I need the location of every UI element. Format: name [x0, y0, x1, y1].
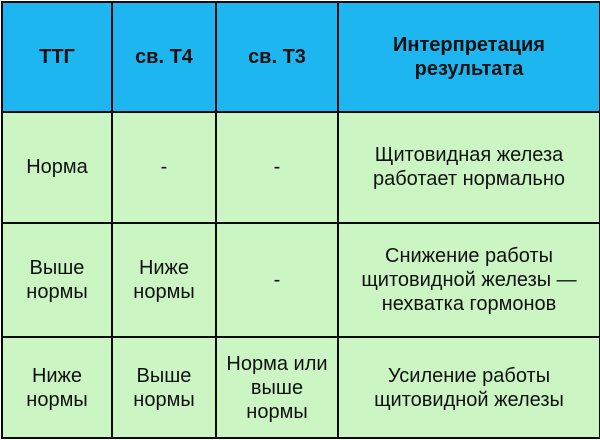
cell-t3: Норма или выше нормы — [216, 337, 338, 438]
header-ttg: ТТГ — [2, 2, 112, 112]
header-interpretation: Интерпретация результата — [338, 2, 600, 112]
cell-t4: - — [112, 112, 216, 223]
cell-ttg: Норма — [2, 112, 112, 223]
cell-ttg: Ниже нормы — [2, 337, 112, 438]
header-t4: св. Т4 — [112, 2, 216, 112]
header-t3: св. Т3 — [216, 2, 338, 112]
cell-ttg: Выше нормы — [2, 223, 112, 338]
cell-t4: Выше нормы — [112, 337, 216, 438]
cell-t3: - — [216, 223, 338, 338]
header-row — [2, 2, 600, 112]
cell-interpretation: Снижение работы щитовидной железы — нехватка гормонов — [338, 223, 600, 338]
table-row — [2, 337, 600, 438]
cell-t4: Ниже нормы — [112, 223, 216, 338]
cell-t3: - — [216, 112, 338, 223]
thyroid-results-table — [1, 1, 600, 439]
cell-interpretation: Усиление работы щитовидной железы — [338, 337, 600, 438]
table-row — [2, 112, 600, 223]
table-row — [2, 223, 600, 338]
cell-interpretation: Щитовидная железа работает нормально — [338, 112, 600, 223]
